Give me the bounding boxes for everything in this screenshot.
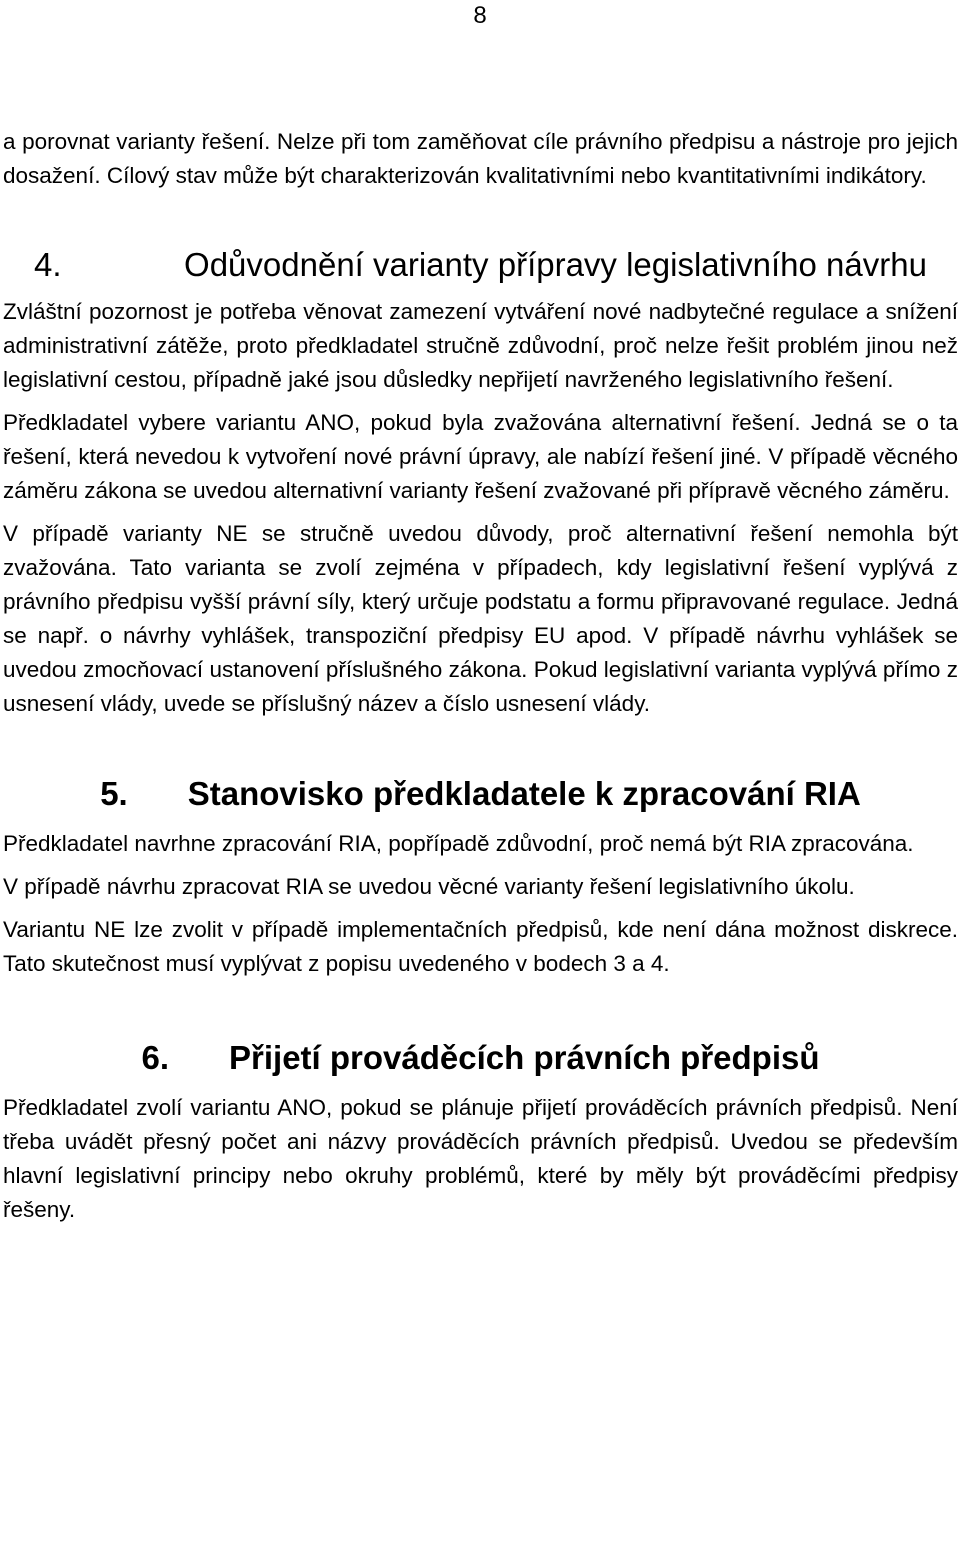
section-6-title: Přijetí prováděcích právních předpisů bbox=[229, 1039, 820, 1076]
section-5-number: 5. bbox=[100, 775, 128, 812]
section-5-title: Stanovisko předkladatele k zpracování RIA bbox=[187, 775, 861, 812]
intro-paragraph: a porovnat varianty řešení. Nelze při tom zaměňovat cíle právního předpisu a nástroje pro jejich dosažení. Cílový stav může být charakterizován kvalitativními nebo kvantitativními indikátory. bbox=[3, 129, 958, 188]
section-6-paragraph: Předkladatel zvolí variantu ANO, pokud se plánuje přijetí prováděcích právních předpisů. Není třeba uvádět přesný počet ani názvy prováděcích právních předpisů. Uvedou se především hlavní legislativní principy nebo okruhy problémů, které by měly být prováděcími předpisy řešeny. bbox=[3, 1095, 958, 1222]
section-4-paragraph: Předkladatel vybere variantu ANO, pokud byla zvažována alternativní řešení. Jedná se o ta řešení, která nevedou k vytvoření nové právní úpravy, ale nabízí řešení jiné. V případě věcného záměru zákona se uvedou alternativní varianty řešení zvažované při přípravě věcného záměru. bbox=[3, 410, 958, 503]
section-4-heading bbox=[3, 242, 958, 288]
section-4-paragraph: V případě varianty NE se stručně uvedou důvody, proč alternativní řešení nemohla být zvažována. Tato varianta se zvolí zejména v případech, kdy legislativní řešení vyplývá z právního předpisu vyšší právní síly, který určuje podstatu a formu připravované regulace. Jedná se např. o návrhy vyhlášek, transpoziční předpisy EU apod. V případě návrhu vyhlášek se uvedou zmocňovací ustanovení příslušného zákona. Pokud legislativní varianta vyplývá přímo z usnesení vlády, uvede se příslušný název a číslo usnesení vlády. bbox=[3, 521, 958, 716]
section-5-paragraph: V případě návrhu zpracovat RIA se uvedou věcné varianty řešení legislativního úkolu. bbox=[3, 874, 855, 899]
section-5-heading bbox=[3, 771, 958, 817]
section-4-paragraph: Zvláštní pozornost je potřeba věnovat zamezení vytváření nové nadbytečné regulace a snížení administrativní zátěže, proto předkladatel stručně zdůvodní, proč nelze řešit problém jinou než legislativní cestou, případně jaké jsou důsledky nepřijetí navrženého legislativního řešení. bbox=[3, 299, 958, 392]
section-5-paragraph: Předkladatel navrhne zpracování RIA, popřípadě zdůvodní, proč nemá být RIA zpracována. bbox=[3, 831, 914, 856]
section-4-number: 4. bbox=[34, 246, 62, 283]
page-number: 8 bbox=[473, 2, 487, 29]
document-body bbox=[3, 125, 958, 1227]
section-6-number: 6. bbox=[141, 1039, 169, 1076]
section-5-paragraph: Variantu NE lze zvolit v případě implementačních předpisů, kde není dána možnost diskrece. Tato skutečnost musí vyplývat z popisu uvedeného v bodech 3 a 4. bbox=[3, 917, 958, 976]
section-6-heading bbox=[3, 1035, 958, 1081]
section-4-title: Odůvodnění varianty přípravy legislativního návrhu bbox=[184, 246, 927, 283]
